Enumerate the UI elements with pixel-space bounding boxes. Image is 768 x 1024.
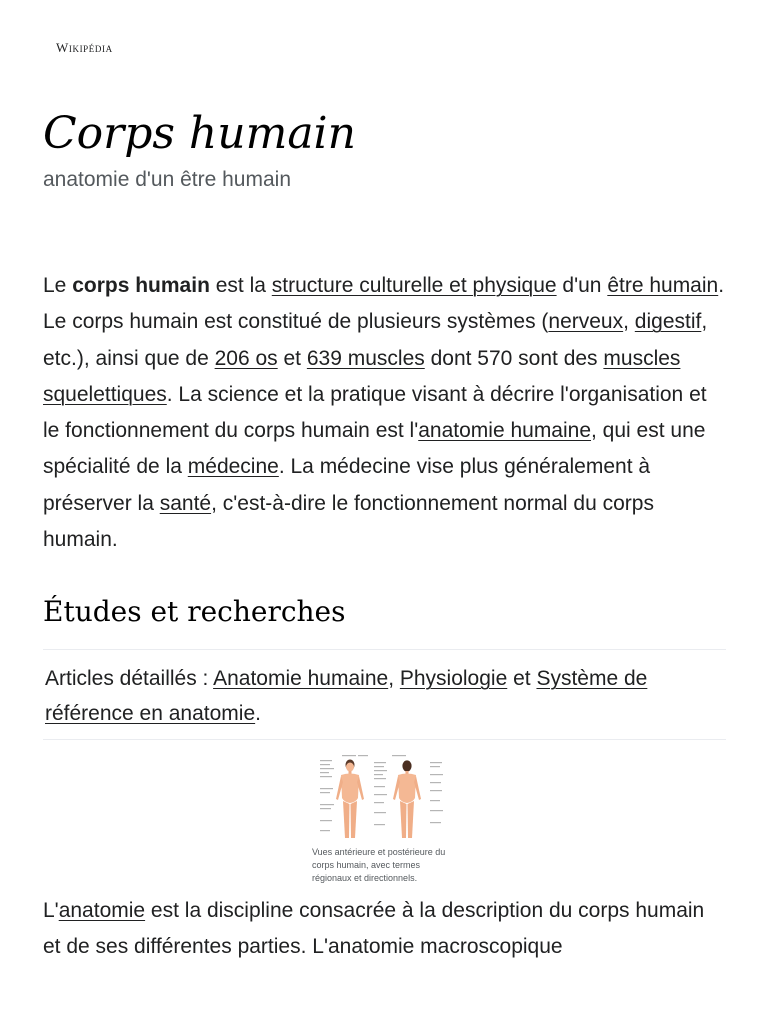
link-639-muscles[interactable]: 639 muscles [306, 346, 425, 370]
hatnote-sep: , [388, 667, 400, 690]
para-text: L' [43, 899, 59, 922]
link-systeme-reference[interactable]: Système de référence en anatomie [45, 667, 648, 725]
anterior-body-view [336, 760, 364, 839]
intro-text: , etc.), ainsi que de [43, 310, 708, 370]
intro-text: , qui est une spécialité de la [43, 419, 706, 479]
hatnote-prefix: Articles détaillés : [45, 667, 214, 690]
intro-text: est la [209, 274, 272, 297]
link-nerveux[interactable]: nerveux [548, 310, 624, 334]
anatomy-paragraph [43, 893, 725, 966]
anatomy-thumbnail[interactable] [312, 752, 454, 842]
anatomy-figure [312, 752, 458, 885]
para-text: est la discipline consacrée à la description du corps humain et de ses différentes parties. L'anatomie macroscopique [43, 899, 705, 959]
link-anatomie-humaine-detail[interactable]: Anatomie humaine [213, 667, 389, 690]
intro-text: . La science et la pratique visant à décrire l'organisation et le fonctionnement du corps humain est l' [43, 382, 707, 443]
section-heading: Études et recherches [43, 595, 346, 628]
intro-bold-term: corps humain [72, 274, 210, 297]
link-muscles-squelettiques[interactable]: muscles squelettiques [43, 346, 681, 406]
intro-text: . La médecine vise plus généralement à préserver la [43, 455, 651, 515]
hatnote-text [43, 661, 726, 731]
link-medecine[interactable]: médecine [187, 455, 279, 479]
page-subtitle: anatomie d'un être humain [43, 168, 292, 191]
hatnote-end: . [255, 702, 261, 725]
page-title: Corps humain [43, 108, 356, 159]
link-anatomie-humaine[interactable]: anatomie humaine [418, 419, 592, 443]
intro-text: Le [43, 274, 73, 297]
hatnote-sep: et [507, 667, 537, 690]
intro-paragraph [43, 268, 725, 558]
wikipedia-wordmark[interactable]: Wikipédia [56, 40, 113, 55]
link-structure-culturelle[interactable]: structure culturelle et physique [271, 274, 557, 297]
intro-text: , c'est-à-dire le fonctionnement normal du corps humain. [43, 491, 654, 552]
intro-text: d'un [556, 274, 608, 297]
link-physiologie[interactable]: Physiologie [399, 667, 508, 690]
intro-text: dont 570 sont des [424, 346, 604, 370]
link-etre-humain[interactable]: être humain [607, 274, 719, 297]
posterior-body-view [393, 760, 421, 838]
link-sante[interactable]: santé [159, 491, 212, 515]
section-divider [43, 649, 726, 650]
link-anatomie[interactable]: anatomie [58, 899, 146, 922]
link-206-os[interactable]: 206 os [214, 346, 278, 370]
intro-text: . Le corps humain est constitué de plusieurs systèmes ( [43, 274, 725, 334]
link-digestif[interactable]: digestif [634, 310, 702, 334]
hatnote [43, 661, 726, 740]
figure-caption: Vues antérieure et postérieure du corps humain, avec termes régionaux et directionnels. [312, 847, 446, 883]
intro-text: et [277, 346, 307, 370]
intro-text: , [623, 310, 635, 334]
